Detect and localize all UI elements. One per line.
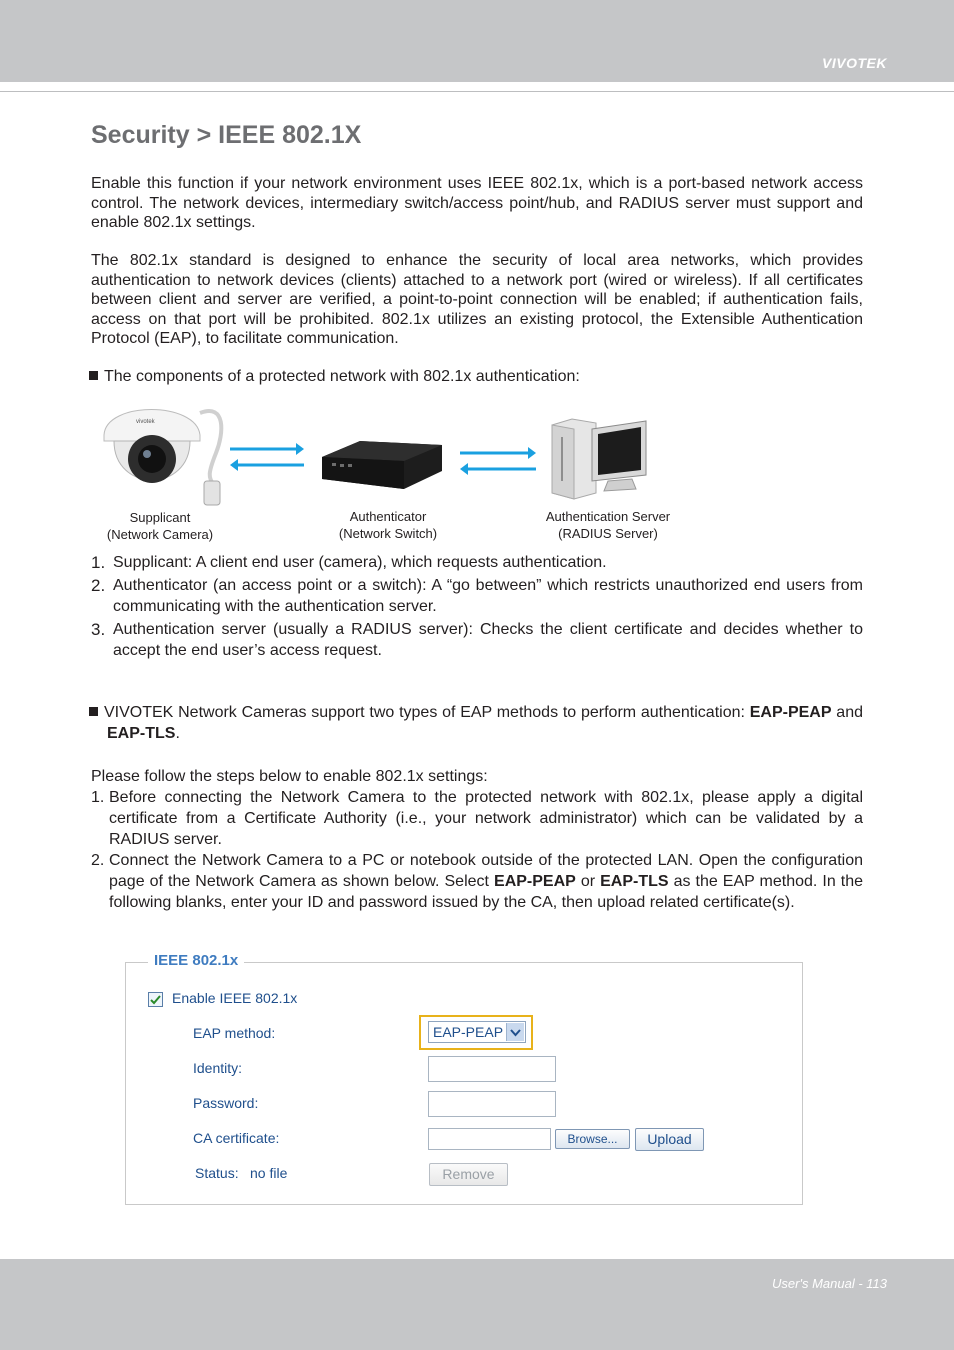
status-value: no file (250, 1165, 288, 1181)
radius-server-icon (552, 419, 646, 499)
header-band (0, 0, 954, 82)
intro-paragraph-2: The 802.1x standard is designed to enhance the security of local area networks, which provides authentication to network devices (clients) attached to a network port (wired or wireless). If all certificates between client and server are verified, a point-to-point connection will be enabled; if authentication fails, access on that port will be prohibited. 802.1x utilizes an existing protocol, the Extensible Authentication Protocol (EAP), to facilitate communication. (91, 252, 863, 347)
bidirectional-arrows-icon-2 (460, 447, 536, 475)
enable-8021x-label: Enable IEEE 802.1x (172, 990, 298, 1006)
server-caption-line-1: Authentication Server (545, 509, 671, 524)
step-item (91, 787, 863, 850)
eap-method-value: EAP-PEAP (433, 1024, 504, 1040)
steps-list (91, 787, 863, 913)
list-item-text: Authenticator (an access point or a switch): A “go between” which restricts unauthorized end users from communicating with the authentication server. (113, 577, 863, 615)
step-eap-peap-bold: EAP-PEAP (494, 873, 576, 890)
eap-methods-bullet (89, 702, 863, 744)
server-caption-line-2: (RADIUS Server) (558, 526, 658, 541)
camera-cable (200, 411, 221, 485)
eap-methods-text: VIVOTEK Network Cameras support two types of EAP methods to perform authentication: (104, 704, 750, 721)
page-title: Security > IEEE 802.1X (91, 121, 362, 149)
list-item-number: 2. (91, 576, 106, 595)
bullet-square-icon (89, 707, 98, 716)
network-diagram (96, 393, 696, 548)
step-text: Before connecting the Network Camera to the protected network with 802.1x, please apply a digital certificate from a Certificate Authority (i.e., your network administrator) which can be validated by a RADIUS server. (109, 789, 863, 848)
step-item (91, 850, 863, 913)
server-caption (528, 508, 688, 542)
authenticator-caption-line-2: (Network Switch) (338, 526, 438, 541)
supplicant-caption-line-1: Supplicant (129, 510, 191, 525)
identity-input[interactable] (428, 1056, 556, 1082)
eap-and-text: and (831, 704, 864, 721)
ca-certificate-label: CA certificate: (193, 1130, 280, 1146)
chevron-down-icon (506, 1023, 524, 1041)
header-rule (0, 91, 954, 92)
browse-button[interactable]: Browse... (555, 1129, 630, 1149)
footer-band (0, 1259, 954, 1350)
steps-intro: Please follow the steps below to enable 802.1x settings: (91, 768, 488, 785)
camera-connector (204, 481, 220, 505)
step-or-text: or (575, 873, 601, 890)
bullet-square-icon (89, 371, 98, 380)
step-eap-tls-bold: EAP-TLS (600, 873, 669, 890)
brand-name: VIVOTEK (822, 55, 887, 71)
password-label: Password: (193, 1095, 259, 1111)
eap-end-text: . (175, 725, 180, 742)
upload-button[interactable]: Upload (635, 1128, 704, 1151)
supplicant-caption (90, 509, 230, 543)
components-bullet-text: The components of a protected network with 802.1x authentication: (104, 368, 580, 385)
ca-certificate-input[interactable] (428, 1128, 551, 1150)
authenticator-caption (318, 508, 458, 542)
list-item-number: 1. (91, 553, 106, 572)
dome-camera-icon (104, 410, 200, 484)
step-text-part-1: Connect the Network Camera to a PC or notebook outside of the protected LAN. Open the configuration page of the Network Camera as shown below. Select (109, 852, 863, 890)
eap-peap-bold: EAP-PEAP (749, 704, 832, 721)
list-item-text: Authentication server (usually a RADIUS server): Checks the client certificate and decides whether to accept the end user’s access request. (113, 621, 863, 659)
password-input[interactable] (428, 1091, 556, 1117)
bidirectional-arrows-icon-1 (230, 443, 304, 471)
authenticator-caption-line-1: Authenticator (349, 509, 427, 524)
checkmark-icon (149, 993, 162, 1006)
step-text-part-2: as the EAP method. In the following blanks, enter your ID and password issued by the CA, then upload related certificate(s). (109, 873, 864, 911)
remove-button[interactable]: Remove (429, 1163, 508, 1186)
list-item-number: 3. (91, 620, 106, 639)
identity-label: Identity: (193, 1060, 243, 1076)
eap-method-select[interactable] (428, 1021, 526, 1043)
supplicant-caption-line-2: (Network Camera) (106, 527, 214, 542)
components-list (91, 552, 863, 661)
network-switch-icon (322, 441, 442, 489)
eap-method-label: EAP method: (193, 1025, 276, 1041)
components-bullet (89, 366, 863, 387)
panel-title: IEEE 802.1x (148, 952, 244, 969)
enable-8021x-checkbox[interactable] (148, 992, 163, 1007)
page-number: User's Manual - 113 (772, 1276, 887, 1291)
list-item (91, 575, 863, 617)
eap-tls-bold: EAP-TLS (107, 725, 176, 742)
list-item-text: Supplicant: A client end user (camera), which requests authentication. (113, 554, 607, 571)
intro-paragraph-1: Enable this function if your network environment uses IEEE 802.1x, which is a port-based network access control. The network devices, intermediary switch/access point/hub, and RADIUS server must support and enable 802.1x settings. (91, 175, 863, 231)
list-item (91, 552, 863, 573)
step-number: 2. (91, 852, 105, 869)
svg-text:vivotek: vivotek (136, 419, 155, 425)
step-number: 1. (91, 789, 105, 806)
list-item (91, 619, 863, 661)
status-label: Status: (195, 1165, 239, 1181)
